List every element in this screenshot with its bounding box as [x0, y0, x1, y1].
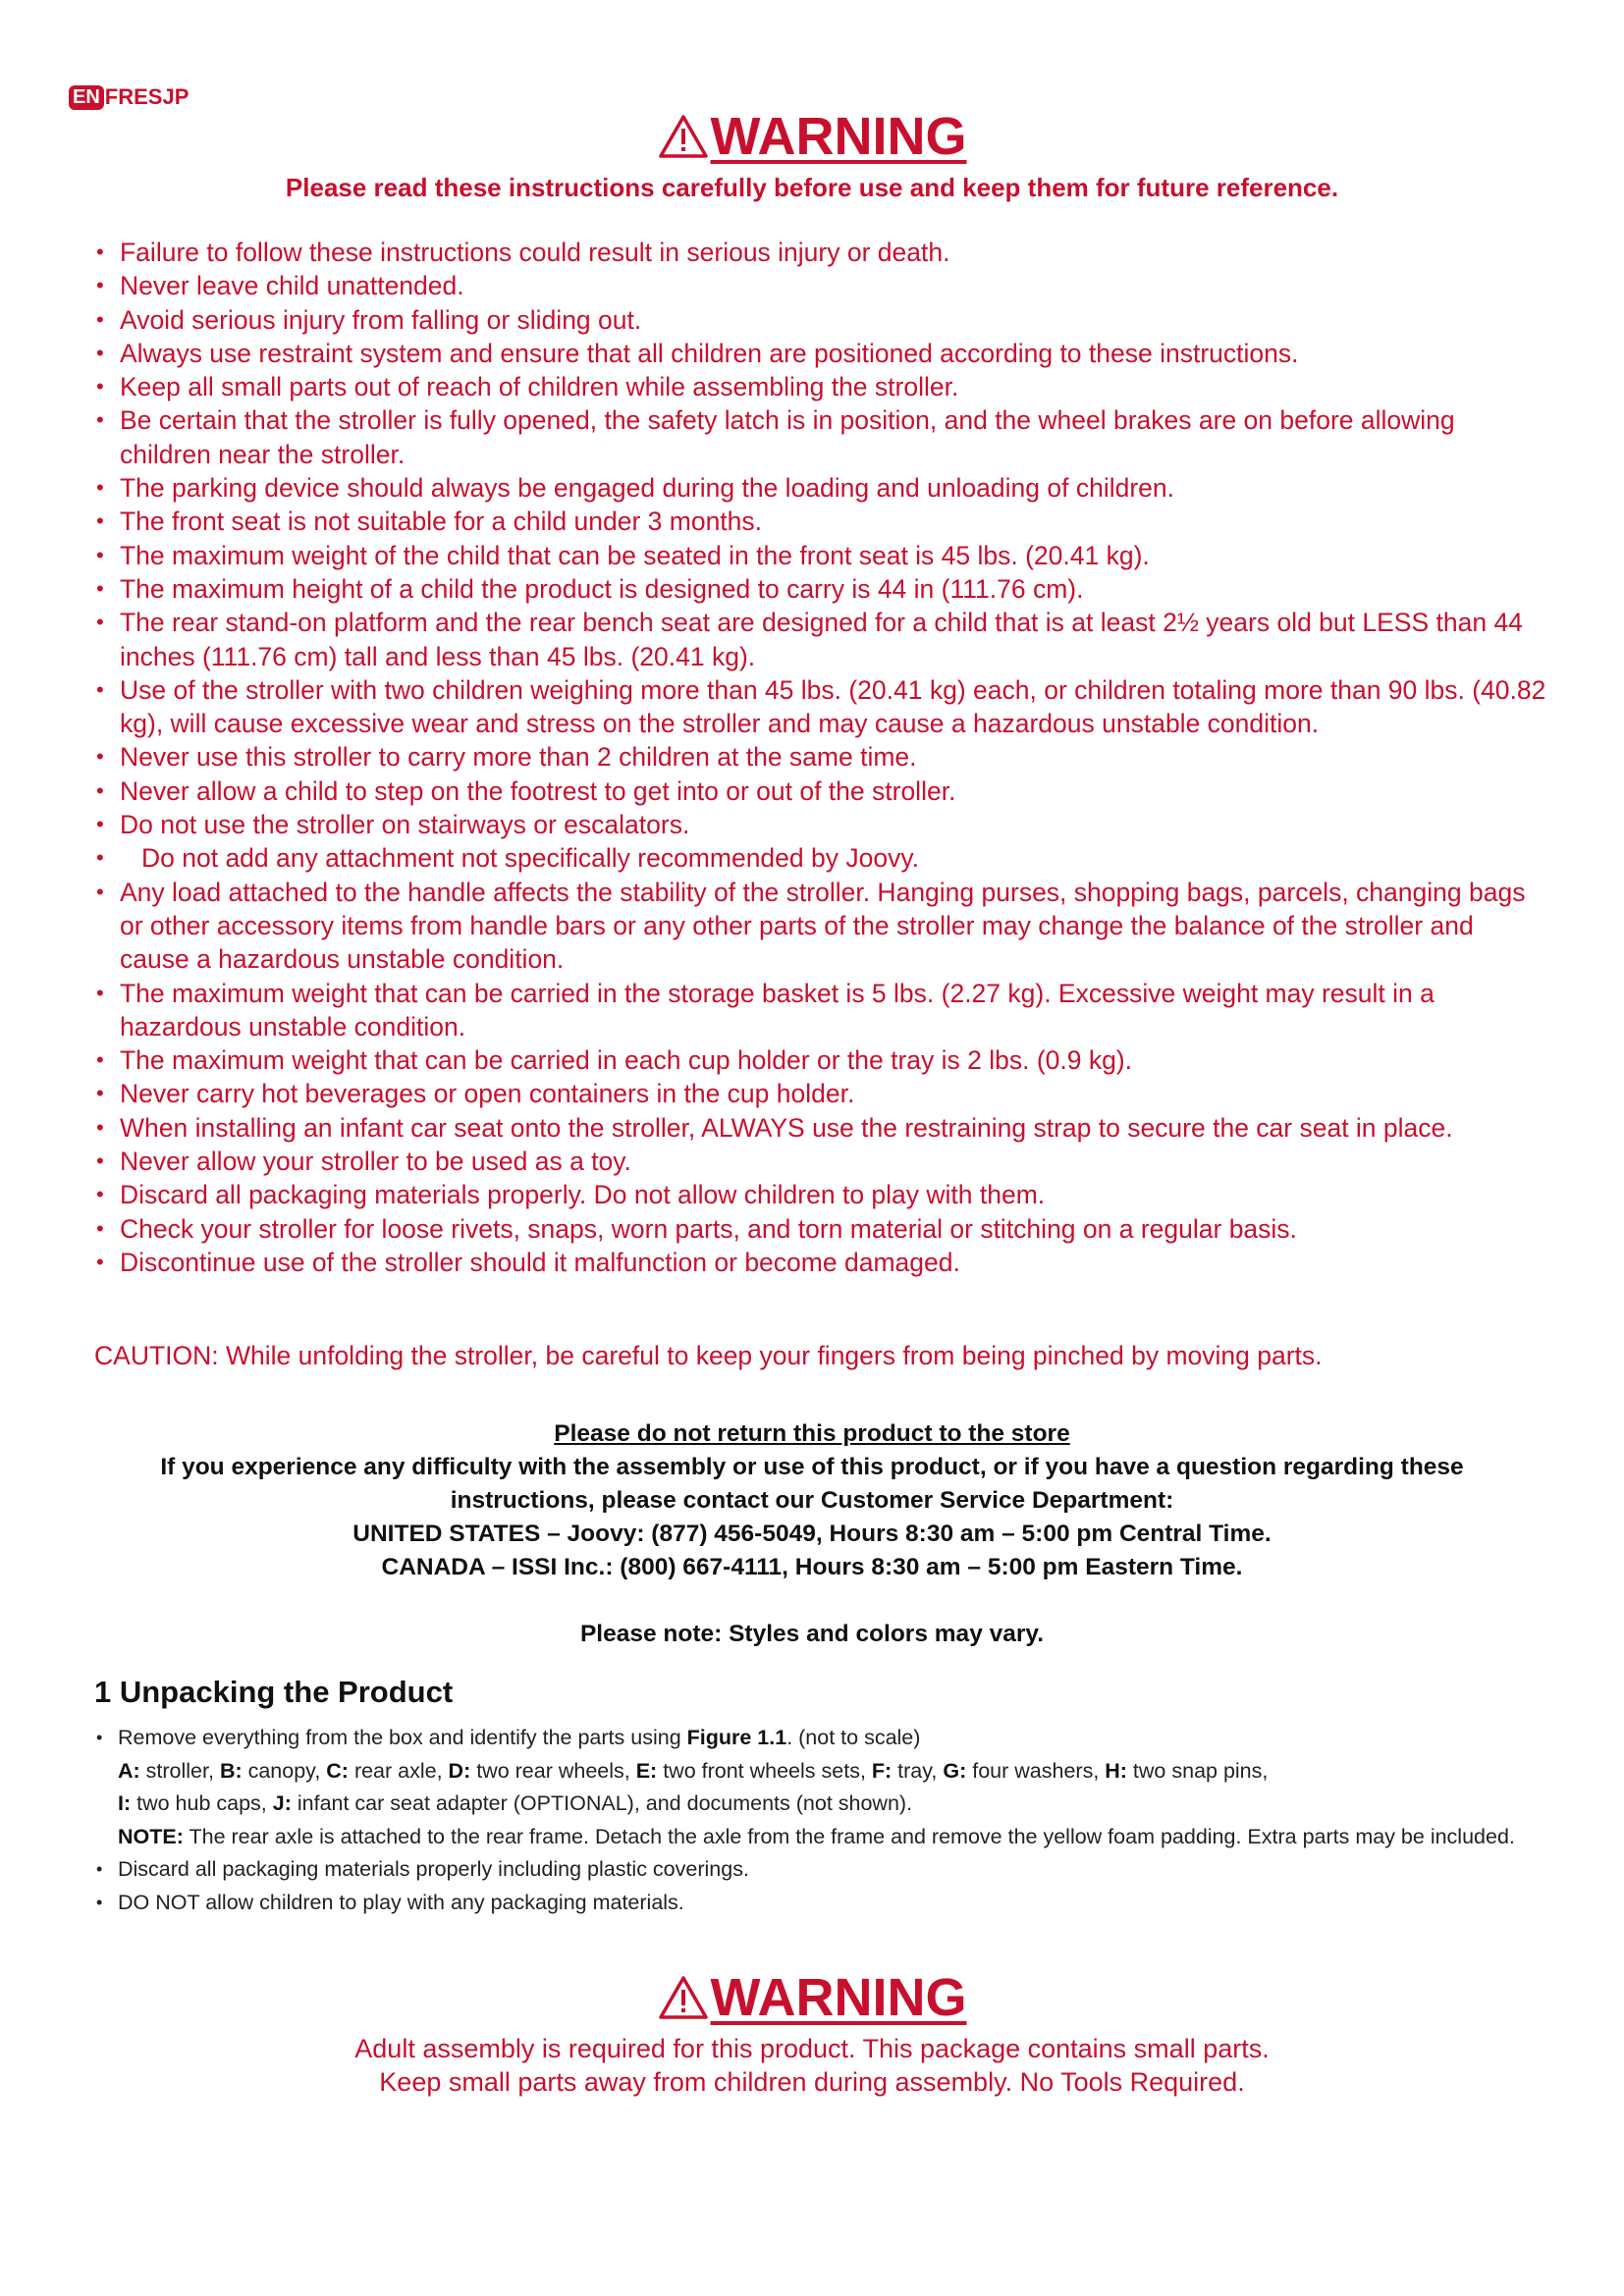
unpacking-section: [94, 1722, 1547, 1919]
part-label: rear axle,: [348, 1758, 449, 1783]
warning-item: • The parking device should always be engaged during the loading and unloading of children.: [94, 471, 1547, 505]
warning-heading: [0, 106, 1624, 167]
warning-item: • The maximum height of a child the product is designed to carry is 44 in (111.76 cm).: [94, 572, 1547, 606]
warning-item: • Keep all small parts out of reach of children while assembling the stroller.: [94, 370, 1547, 403]
warning-item: • Discontinue use of the stroller should it malfunction or become damaged.: [94, 1246, 1547, 1279]
parts-line-1: [94, 1755, 1547, 1789]
warning-item: • The rear stand-on platform and the rear bench seat are designed for a child that is at least 2½ years old but LESS than 44 inches (111.76 cm) tall and less than 45 lbs. (20.41 kg).: [94, 606, 1547, 673]
part-label: infant car seat adapter (OPTIONAL), and documents (not shown).: [291, 1791, 913, 1815]
part-key: D:: [448, 1758, 471, 1783]
service-us-contact: UNITED STATES – Joovy: (877) 456-5049, Hours 8:30 am – 5:00 pm Central Time.: [352, 1521, 1272, 1547]
part-label: two snap pins,: [1126, 1758, 1269, 1783]
part-key: C:: [326, 1758, 349, 1783]
part-key: F:: [871, 1758, 893, 1783]
warning-triangle-icon: [658, 1975, 709, 2020]
language-en-badge[interactable]: EN: [69, 85, 104, 110]
part-label: two rear wheels,: [470, 1758, 636, 1783]
warning-item: • The front seat is not suitable for a child under 3 months.: [94, 505, 1547, 538]
warning-item: • Failure to follow these instructions could result in serious injury or death.: [94, 236, 1547, 269]
part-label: canopy,: [242, 1758, 327, 1783]
read-instructions-subtitle: Please read these instructions carefully before use and keep them for future reference.: [285, 173, 1339, 202]
part-label: tray,: [892, 1758, 944, 1783]
warning-item: • Never use this stroller to carry more than 2 children at the same time.: [94, 740, 1547, 774]
warning-triangle-icon: [658, 114, 709, 159]
service-line-1: If you experience any difficulty with the assembly or use of this product, or if you have a question regarding these: [160, 1454, 1464, 1480]
warning-item: • When installing an infant car seat onto the stroller, ALWAYS use the restraining strap to secure the car seat in place.: [94, 1111, 1547, 1145]
assembly-warning-line-1: Adult assembly is required for this product. This package contains small parts.: [354, 2034, 1270, 2063]
part-key: A:: [118, 1758, 140, 1783]
service-canada-contact: CANADA – ISSI Inc.: (800) 667-4111, Hours 8:30 am – 5:00 pm Eastern Time.: [381, 1554, 1243, 1580]
part-key: J:: [272, 1791, 292, 1815]
warning-item: • Never leave child unattended.: [94, 269, 1547, 302]
warning-item: • The maximum weight that can be carried in the storage basket is 5 lbs. (2.27 kg). Excessive weight may result in a hazardous unstable condition.: [94, 977, 1547, 1044]
warning-item: • Always use restraint system and ensure that all children are positioned according to these instructions.: [94, 337, 1547, 370]
unpack-bullet-remove: • Remove everything from the box and identify the parts using Figure 1.1. (not to scale): [94, 1722, 1547, 1755]
styles-note: Please note: Styles and colors may vary.: [579, 1621, 1045, 1647]
warning-item: • Be certain that the stroller is fully opened, the safety latch is in position, and the wheel brakes are on before allowing children near the stroller.: [94, 403, 1547, 471]
warning-item: • The maximum weight that can be carried in each cup holder or the tray is 2 lbs. (0.9 kg).: [94, 1043, 1547, 1077]
unpack-note: NOTE: The rear axle is attached to the rear frame. Detach the axle from the frame and remove the yellow foam padding. Extra parts may be included.: [118, 1824, 1515, 1848]
warning-list: [94, 236, 1547, 1279]
warning-title: WARNING: [710, 107, 967, 166]
warning-item: • Any load attached to the handle affects the stability of the stroller. Hanging purses, shopping bags, parcels, changing bags or other accessory items from handle bars or any other parts of the stroller may change the balance of the stroller and cause a hazardous unstable condition.: [94, 876, 1547, 977]
part-label: four washers,: [966, 1758, 1106, 1783]
warning-item: • Use of the stroller with two children weighing more than 45 lbs. (20.41 kg) each, or children totaling more than 90 lbs. (40.82 kg), will cause excessive wear and stress on the stroller and may cause a hazardous unstable condition.: [94, 673, 1547, 741]
part-key: E:: [635, 1758, 658, 1783]
part-key: I:: [118, 1791, 132, 1815]
warning-item: • Check your stroller for loose rivets, snaps, worn parts, and torn material or stitching on a regular basis.: [94, 1212, 1547, 1246]
parts-line-2: [94, 1788, 1547, 1821]
warning-item: • Never allow your stroller to be used as a toy.: [94, 1145, 1547, 1178]
warning-item: • Avoid serious injury from falling or sliding out.: [94, 303, 1547, 337]
part-key: B:: [219, 1758, 243, 1783]
assembly-warning-heading: [0, 1967, 1624, 2028]
warning-item: • Discard all packaging materials properly. Do not allow children to play with them.: [94, 1178, 1547, 1211]
warning-item: • Do not add any attachment not specifically recommended by Joovy.: [94, 841, 1547, 875]
language-others[interactable]: FRESJP: [104, 84, 189, 109]
part-key: G:: [943, 1758, 967, 1783]
unpack-bullet-do-not-allow: • DO NOT allow children to play with any packaging materials.: [94, 1887, 1547, 1920]
assembly-warning-title: WARNING: [710, 1968, 967, 2027]
part-label: stroller,: [139, 1758, 220, 1783]
warning-item: • Never carry hot beverages or open containers in the cup holder.: [94, 1077, 1547, 1110]
warning-item: • The maximum weight of the child that can be seated in the front seat is 45 lbs. (20.41 kg).: [94, 539, 1547, 572]
warning-item: • Do not use the stroller on stairways or escalators.: [94, 808, 1547, 841]
assembly-warning-line-2: Keep small parts away from children during assembly. No Tools Required.: [379, 2067, 1245, 2097]
part-label: two hub caps,: [131, 1791, 273, 1815]
section-title-unpacking: 1 Unpacking the Product: [94, 1675, 454, 1709]
no-return-notice: Please do not return this product to the store: [554, 1420, 1070, 1447]
warning-item: • Never allow a child to step on the footrest to get into or out of the stroller.: [94, 774, 1547, 808]
part-label: two front wheels sets,: [657, 1758, 872, 1783]
unpack-bullet-discard: • Discard all packaging materials properly including plastic coverings.: [94, 1853, 1547, 1887]
part-key: H:: [1105, 1758, 1127, 1783]
service-line-2: instructions, please contact our Customer Service Department:: [450, 1487, 1174, 1514]
figure-reference: Figure 1.1: [686, 1726, 787, 1749]
caution-text: CAUTION: While unfolding the stroller, be careful to keep your fingers from being pinched by moving parts.: [94, 1341, 1323, 1370]
